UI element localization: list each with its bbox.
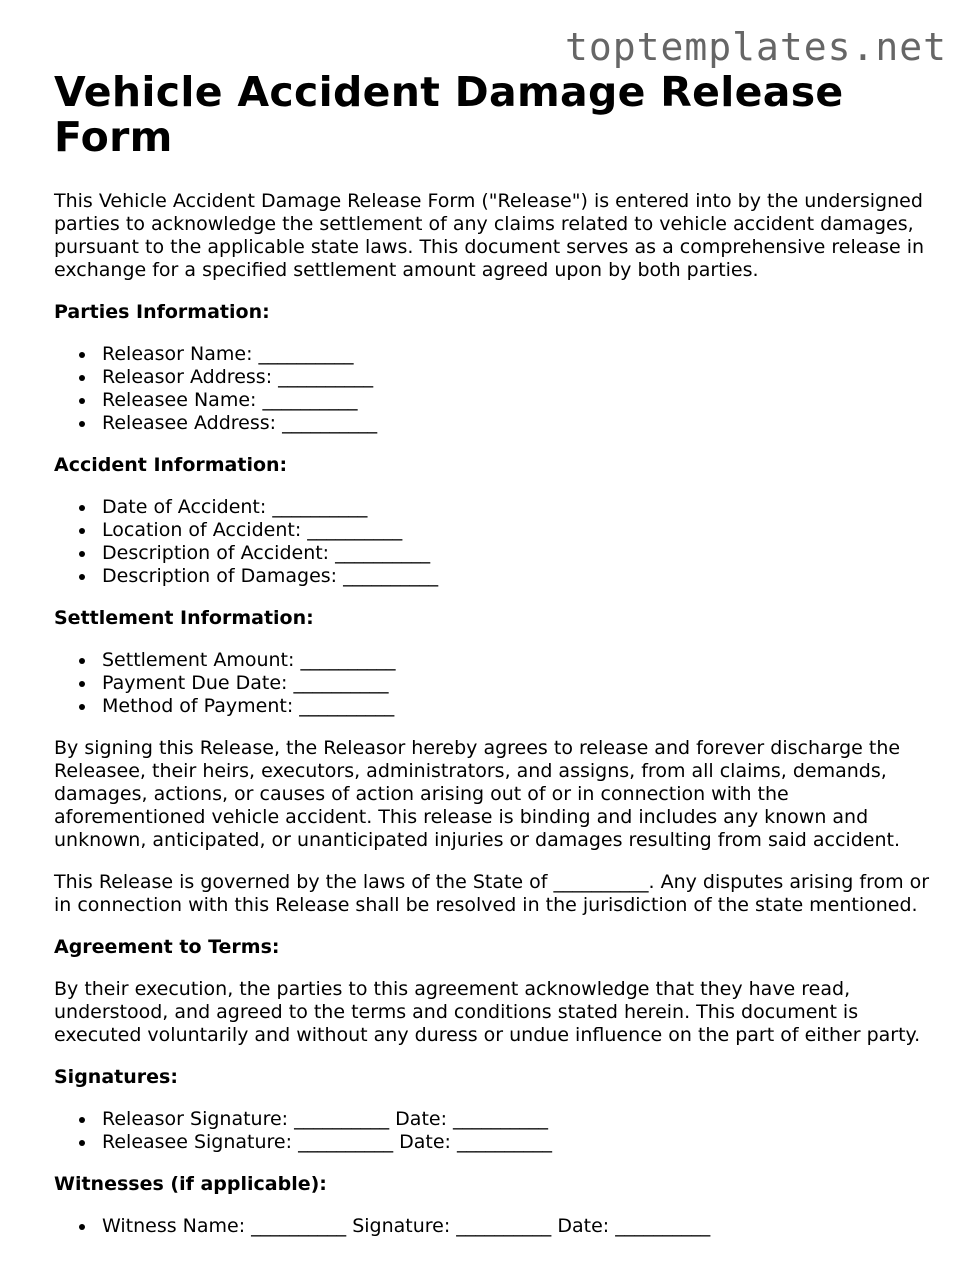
witnesses-heading: Witnesses (if applicable): [54, 1173, 327, 1196]
document-title: Vehicle Accident Damage Release Form [54, 68, 844, 162]
list-item-releasor-name: Releasor Name: __________ [102, 343, 944, 366]
list-item-accident-date: Date of Accident: __________ [102, 496, 944, 519]
list-item-accident-description: Description of Accident: __________ [102, 542, 944, 565]
list-item-releasee-address: Releasee Address: __________ [102, 412, 944, 435]
governing-law-paragraph: This Release is governed by the laws of the State of __________. Any disputes arising from or in connection with this Release shall be resolved in the jurisdiction of the state mentioned. [54, 871, 930, 917]
release-paragraph: By signing this Release, the Releasor hereby agrees to release and forever discharge the Releasee, their heirs, executors, administrators, and assigns, from all claims, demands, damages, actions, or causes of action arising out of or in connection with the aforementioned vehicle accident. This release is binding and includes any known and unknown, anticipated, or unanticipated injuries or damages resulting from said accident. [54, 737, 901, 852]
list-item-releasor-address: Releasor Address: __________ [102, 366, 944, 389]
list-item-releasee-signature: Releasee Signature: __________ Date: __________ [102, 1131, 944, 1154]
list-item-witness: Witness Name: __________ Signature: __________ Date: __________ [102, 1215, 944, 1238]
intro-paragraph: This Vehicle Accident Damage Release Form ("Release") is entered into by the undersigned parties to acknowledge the settlement of any claims related to vehicle accident damages, pursuant to the applicable state laws. This document serves as a comprehensive release in exchange for a specified settlement amount agreed upon by both parties. [54, 190, 925, 282]
parties-list [54, 343, 944, 435]
list-item-settlement-amount: Settlement Amount: __________ [102, 649, 944, 672]
agreement-paragraph: By their execution, the parties to this agreement acknowledge that they have read, understood, and agreed to the terms and conditions stated herein. This document is executed voluntarily and without any duress or undue influence on the part of either party. [54, 978, 921, 1047]
watermark: toptemplates.net [564, 25, 947, 69]
agreement-heading: Agreement to Terms: [54, 936, 280, 959]
signatures-list [54, 1108, 944, 1154]
list-item-payment-due-date: Payment Due Date: __________ [102, 672, 944, 695]
list-item-damages-description: Description of Damages: __________ [102, 565, 944, 588]
list-item-releasee-name: Releasee Name: __________ [102, 389, 944, 412]
accident-heading: Accident Information: [54, 454, 288, 477]
witnesses-list [54, 1215, 944, 1238]
accident-list [54, 496, 944, 588]
list-item-accident-location: Location of Accident: __________ [102, 519, 944, 542]
settlement-heading: Settlement Information: [54, 607, 314, 630]
document-page [54, 70, 944, 1257]
settlement-list [54, 649, 944, 718]
parties-heading: Parties Information: [54, 301, 270, 324]
list-item-payment-method: Method of Payment: __________ [102, 695, 944, 718]
signatures-heading: Signatures: [54, 1066, 178, 1089]
list-item-releasor-signature: Releasor Signature: __________ Date: __________ [102, 1108, 944, 1131]
